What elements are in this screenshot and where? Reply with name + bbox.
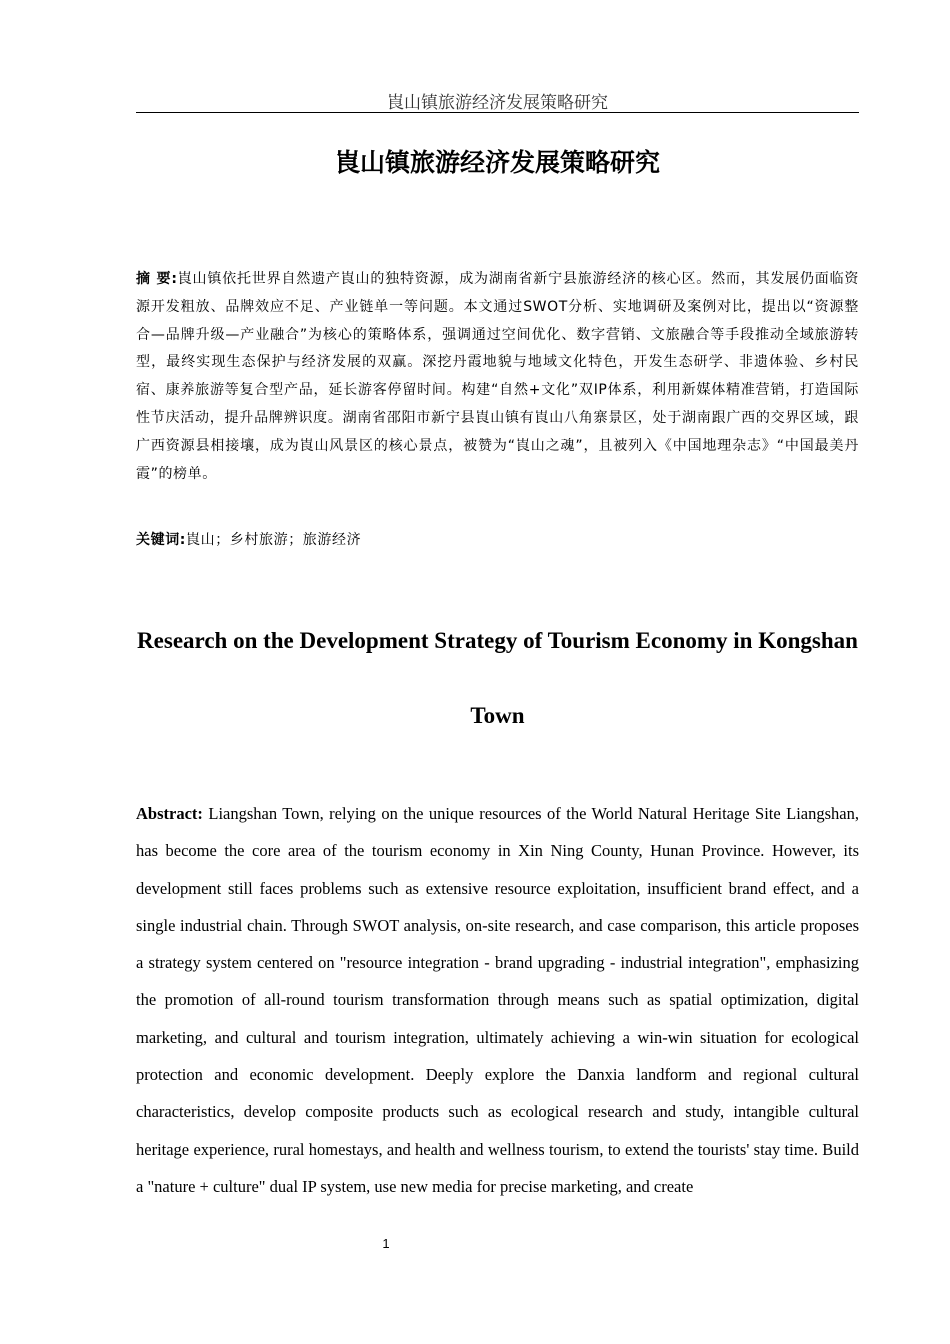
chinese-abstract-text: 崀山镇依托世界自然遗产崀山的独特资源，成为湖南省新宁县旅游经济的核心区。然而，其发展仍面临资源开发粗放、品牌效应不足、产业链单一等问题。本文通过SWOT分析、实地调研及案例对比，提出以“资源整合—品牌升级—产业融合”为核心的策略体系，强调通过空间优化、数字营销、文旅融合等手段推动全域旅游转型，最终实现生态保护与经济发展的双赢。深挖丹霞地貌与地域文化特色，开发生态研学、非遗体验、乡村民宿、康养旅游等复合型产品，延长游客停留时间。构建“自然+文化”双IP体系，利用新媒体精准营销，打造国际性节庆活动，提升品牌辨识度。湖南省邵阳市新宁县崀山镇有崀山八角寨景区，处于湖南跟广西的交界区域，跟广西资源县相接壤，成为崀山风景区的核心景点，被赞为“崀山之魂”，且被列入《中国地理杂志》“中国最美丹霞”的榜单。 [136, 271, 859, 482]
header-divider [136, 112, 859, 113]
chinese-abstract-label: 摘 要: [136, 271, 178, 287]
page-number: 1 [382, 1236, 390, 1251]
english-abstract [136, 795, 859, 1205]
chinese-keywords-label: 关键词: [136, 532, 186, 548]
english-abstract-label: Abstract: [136, 804, 203, 823]
chinese-keywords [136, 527, 859, 554]
english-title: Research on the Development Strategy of Tourism Economy in Kongshan Town [137, 628, 858, 728]
running-header: 崀山镇旅游经济发展策略研究 [387, 93, 608, 113]
english-abstract-text: Liangshan Town, relying on the unique resources of the World Natural Heritage Site Liangshan, has become the core area of the tourism economy in Xin Ning County, Hunan Province. However, its development still faces problems such as extensive resource exploitation, insufficient brand effect, and a single industrial chain. Through SWOT analysis, on-site research, and case comparison, this article proposes a strategy system centered on "resource integration - brand upgrading - industrial integration", emphasizing the promotion of all-round tourism transformation through means such as spatial optimization, digital marketing, and cultural and tourism integration, ultimately achieving a win-win situation for ecological protection and economic development. Deeply explore the Danxia landform and regional cultural characteristics, develop composite products such as ecological research and study, intangible cultural heritage experience, rural homestays, and health and wellness tourism, to extend the tourists' stay time. Build a "nature + culture" dual IP system, use new media for precise marketing, and create [136, 804, 859, 1196]
chinese-title: 崀山镇旅游经济发展策略研究 [334, 148, 660, 177]
chinese-keywords-text: 崀山；乡村旅游；旅游经济 [186, 532, 362, 548]
chinese-abstract [136, 266, 859, 488]
